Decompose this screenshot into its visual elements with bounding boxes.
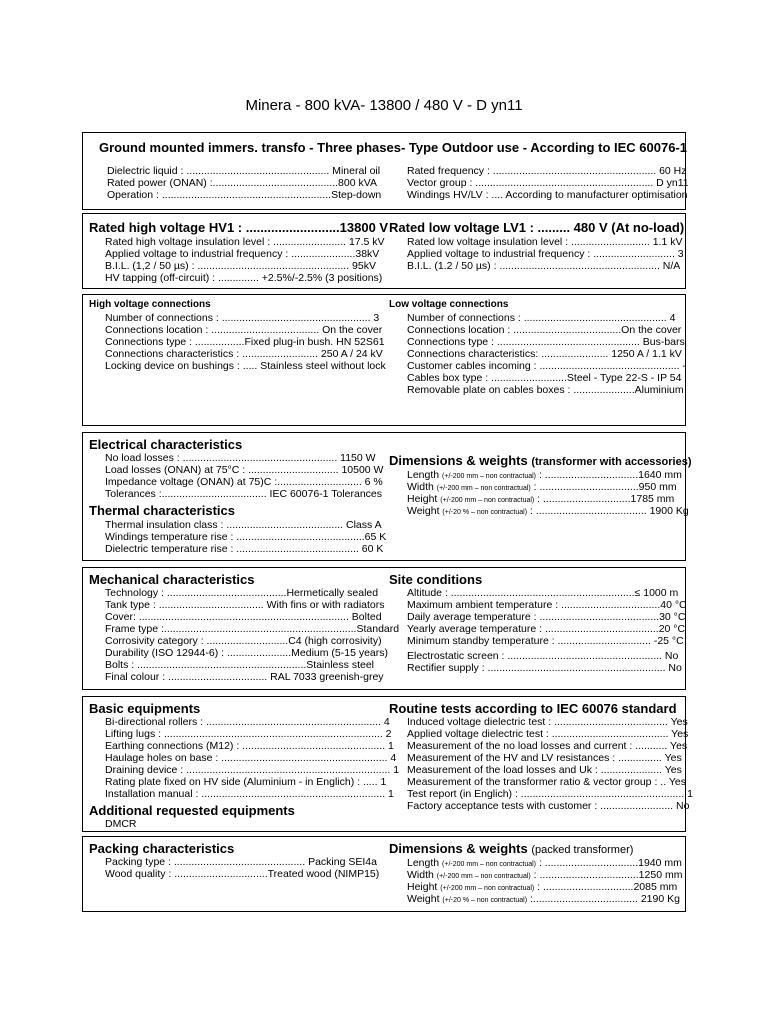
dimensions-rows — [407, 469, 689, 517]
document-title: Minera - 800 kVA- 13800 / 480 V - D yn11 — [245, 97, 523, 114]
spec-row: Impedance voltage (ONAN) at 75)C :............................. 6 % — [105, 476, 383, 488]
dimension-row: Height (+/-200 mm – non contractual) : ...............................2085 mm — [407, 881, 678, 893]
spec-row: Bolts : ..........................................................Stainless steel — [105, 659, 374, 671]
spec-row: Number of connections : ................................................... 3 — [105, 312, 380, 324]
spec-row: Windings temperature rise : ............................................65 K — [105, 531, 387, 543]
site-conditions-title: Site conditions — [389, 572, 483, 587]
spec-row: Installation manual : ............................................................... 1 — [105, 788, 394, 800]
spec-row: Final colour : .................................. RAL 7033 greenish-grey — [105, 671, 384, 683]
packing-title: Packing characteristics — [89, 841, 235, 856]
spec-row: Measurement of the HV and LV resistances : ............... Yes — [407, 752, 682, 764]
packed-dimensions-title-text: Dimensions & weights — [389, 841, 528, 856]
general-right-column — [407, 165, 689, 201]
dimension-row: Length (+/-200 mm – non contractual) : ................................1640 mm — [407, 469, 682, 481]
packed-dimensions-subtitle: (packed transformer) — [531, 844, 634, 856]
dimension-row: Width (+/-200 mm – non contractual) : ..................................950 mm — [407, 481, 677, 493]
spec-row: Bi-directional rollers : ............................................................ 4 — [105, 716, 390, 728]
rated-voltage-section — [82, 213, 686, 289]
spec-row: Durability (ISO 12944-6) : ......................Medium (5-15 years) — [105, 647, 389, 659]
spec-row: Dielectric liquid : ................................................. Mineral oil — [107, 165, 381, 177]
spec-row: Connections characteristics: ....................... 1250 A / 1.1 kV — [407, 348, 682, 360]
spec-row: Cables box type : ..........................Steel - Type 22-S - IP 54 — [407, 372, 682, 384]
lv-connections-rows — [407, 312, 686, 396]
spec-row: Daily average temperature : .........................................30 °C — [407, 611, 686, 623]
spec-row: Haulage holes on base : ......................................................... 4 — [105, 752, 397, 764]
general-section — [82, 132, 689, 210]
spec-row: Draining device : ...................................................................... 1 — [105, 764, 400, 776]
additional-equipments-title: Additional requested equipments — [89, 803, 295, 818]
spec-row: Tank type : .................................... With fins or with radiators — [105, 599, 385, 611]
spec-row: Vector group : ............................................................. D yn11 — [407, 177, 689, 189]
basic-equipments-rows — [105, 716, 399, 800]
general-left-column — [107, 165, 382, 201]
spec-row: Cover: ........................................................................ Bolted — [105, 611, 382, 623]
spec-row: Removable plate on cables boxes : .....................Aluminium — [407, 384, 684, 396]
packed-dimensions-rows — [407, 857, 682, 905]
spec-row: Connections characteristics : .......................... 250 A / 24 kV — [105, 348, 383, 360]
spec-row: Factory acceptance tests with customer : ......................... No — [407, 800, 690, 812]
thermal-rows — [105, 519, 386, 555]
packed-dimensions-title — [389, 841, 633, 858]
spec-row: B.I.L. (1.2 / 50 µs) : ....................................................... N/A — [407, 260, 681, 272]
spec-row: Wood quality : ................................Treated wood (NIMP15) — [105, 868, 380, 880]
additional-equipment-item: DMCR — [105, 818, 137, 830]
basic-equipments-section — [82, 696, 693, 832]
spec-row: Electrostatic screen : ..................................................... No — [407, 650, 679, 662]
connections-section — [82, 294, 686, 426]
spec-row: Maximum ambient temperature : ..................................40 °C — [407, 599, 687, 611]
spec-row: Windings HV/LV : .... According to manufacturer optimisation — [407, 189, 688, 201]
spec-row: Altitude : ...............................................................≤ 1000 m — [407, 587, 679, 599]
site-conditions-rows — [407, 587, 687, 647]
basic-equipments-title: Basic equipments — [89, 701, 201, 716]
spec-row: Rating plate fixed on HV side (Aluminium - in Englich) : ..... 1 — [105, 776, 387, 788]
spec-row: Dielectric temperature rise : .......................................... 60 K — [105, 543, 384, 555]
mechanical-rows — [105, 587, 399, 683]
spec-row: Packing type : ............................................. Packing SEI4a — [105, 856, 377, 868]
lv-connections-title: Low voltage connections — [389, 299, 509, 310]
packing-rows — [105, 856, 379, 880]
spec-row: Applied voltage to industrial frequency : ............................ 3 — [407, 248, 684, 260]
spec-row: Connections location : .....................................On the cover — [407, 324, 682, 336]
spec-row: Customer cables incoming : ................................................ - — [407, 360, 686, 372]
spec-row: HV tapping (off-circuit) : .............. +2.5%/-2.5% (3 positions) — [105, 272, 383, 284]
spec-row: Thermal insulation class : ........................................ Class A — [105, 519, 382, 531]
spec-row: Locking device on bushings : ..... Stainless steel without lock — [105, 360, 386, 372]
hv-connections-title: High voltage connections — [89, 299, 211, 310]
spec-row: Rated power (ONAN) :...........................................800 kVA — [107, 177, 377, 189]
spec-row: Connections type : ................................................. Bus-bars — [407, 336, 685, 348]
spec-row: Number of connections : ................................................. 4 — [407, 312, 676, 324]
hv-rated-rows — [105, 236, 385, 284]
spec-row: Applied voltage dielectric test : ........................................ Yes — [407, 728, 689, 740]
electrical-section — [82, 432, 692, 561]
spec-row: Rectifier supply : ............................................................. No — [407, 662, 682, 674]
spec-row: Measurement of the load losses and Uk : ..................... Yes — [407, 764, 682, 776]
spec-row: B.I.L. (1,2 / 50 µs) : .................................................... 95kV — [105, 260, 376, 272]
spec-row: No load losses : ..................................................... 1150 W — [105, 452, 376, 464]
hv-rated-title: Rated high voltage HV1 : ..........................13800 V — [89, 220, 389, 235]
dimensions-title-text: Dimensions & weights — [389, 453, 528, 468]
spec-row: Load losses (ONAN) at 75°C : ............................... 10500 W — [105, 464, 384, 476]
spec-row: Operation : ..........................................................Step-down — [107, 189, 382, 201]
spec-row: Connections location : ..................................... On the cover — [105, 324, 383, 336]
spec-row: Earthing connections (M12) : ................................................. 1 — [105, 740, 394, 752]
mechanical-section — [82, 567, 686, 690]
spec-row: Corrosivity category : ............................C4 (high corrosivity) — [105, 635, 382, 647]
packing-section — [82, 836, 686, 912]
general-heading: Ground mounted immers. transfo - Three phases- Type Outdoor use - According to IEC 60076-1 — [99, 140, 687, 155]
hv-connections-rows — [105, 312, 386, 372]
spec-row: Rated frequency : ........................................................ 60 Hz — [407, 165, 687, 177]
spec-row: Test report (in Englich) : ........................................................ 1 — [407, 788, 693, 800]
routine-tests-rows — [407, 716, 693, 812]
dimensions-title — [389, 453, 692, 470]
spec-row: Technology : .........................................Hermetically sealed — [105, 587, 379, 599]
electrical-title: Electrical characteristics — [89, 437, 243, 452]
spec-row: Tolerances :.................................... IEC 60076-1 Tolerances — [105, 488, 383, 500]
spec-row: Rated high voltage insulation level : ......................... 17.5 kV — [105, 236, 385, 248]
dimension-row: Length (+/-200 mm – non contractual) : ................................1940 mm — [407, 857, 682, 869]
lv-rated-title: Rated low voltage LV1 : ......... 480 V (At no-load) — [389, 220, 685, 235]
routine-tests-title: Routine tests according to IEC 60076 standard — [389, 701, 677, 716]
dimension-row: Width (+/-200 mm – non contractual) : ..................................1250 mm — [407, 869, 683, 881]
spec-row: Measurement of the transformer ratio & vector group : .. Yes — [407, 776, 686, 788]
mechanical-title: Mechanical characteristics — [89, 572, 255, 587]
spec-row: Minimum standby temperature : ................................ -25 °C — [407, 635, 684, 647]
spec-row: Lifting lugs : ........................................................................... 2 — [105, 728, 392, 740]
spec-row: Applied voltage to industrial frequency : ......................38kV — [105, 248, 380, 260]
dimension-row: Weight (+/-20 % – non contractual) :.................................... 2190 Kg — [407, 893, 680, 905]
electrical-rows — [105, 452, 383, 500]
dimensions-subtitle: (transformer with accessories) — [531, 456, 692, 468]
spec-row: Connections type : .................Fixed plug-in bush. HN 52S61 — [105, 336, 385, 348]
dimension-row: Height (+/-200 mm – non contractual) : ..............................1785 mm — [407, 493, 675, 505]
site-conditions-rows-extra — [407, 650, 682, 674]
spec-row: Frame type :..................................................................Standard — [105, 623, 400, 635]
spec-row: Measurement of the no load losses and current : ........... Yes — [407, 740, 688, 752]
spec-row: Induced voltage dielectric test : ....................................... Yes — [407, 716, 688, 728]
dimension-row: Weight (+/-20 % – non contractual) : ...................................... 1900 Kg — [407, 505, 689, 517]
spec-row: Rated low voltage insulation level : ........................... 1.1 kV — [407, 236, 683, 248]
lv-rated-rows — [407, 236, 684, 272]
spec-row: Yearly average temperature : .......................................20 °C — [407, 623, 686, 635]
thermal-title: Thermal characteristics — [89, 503, 235, 518]
